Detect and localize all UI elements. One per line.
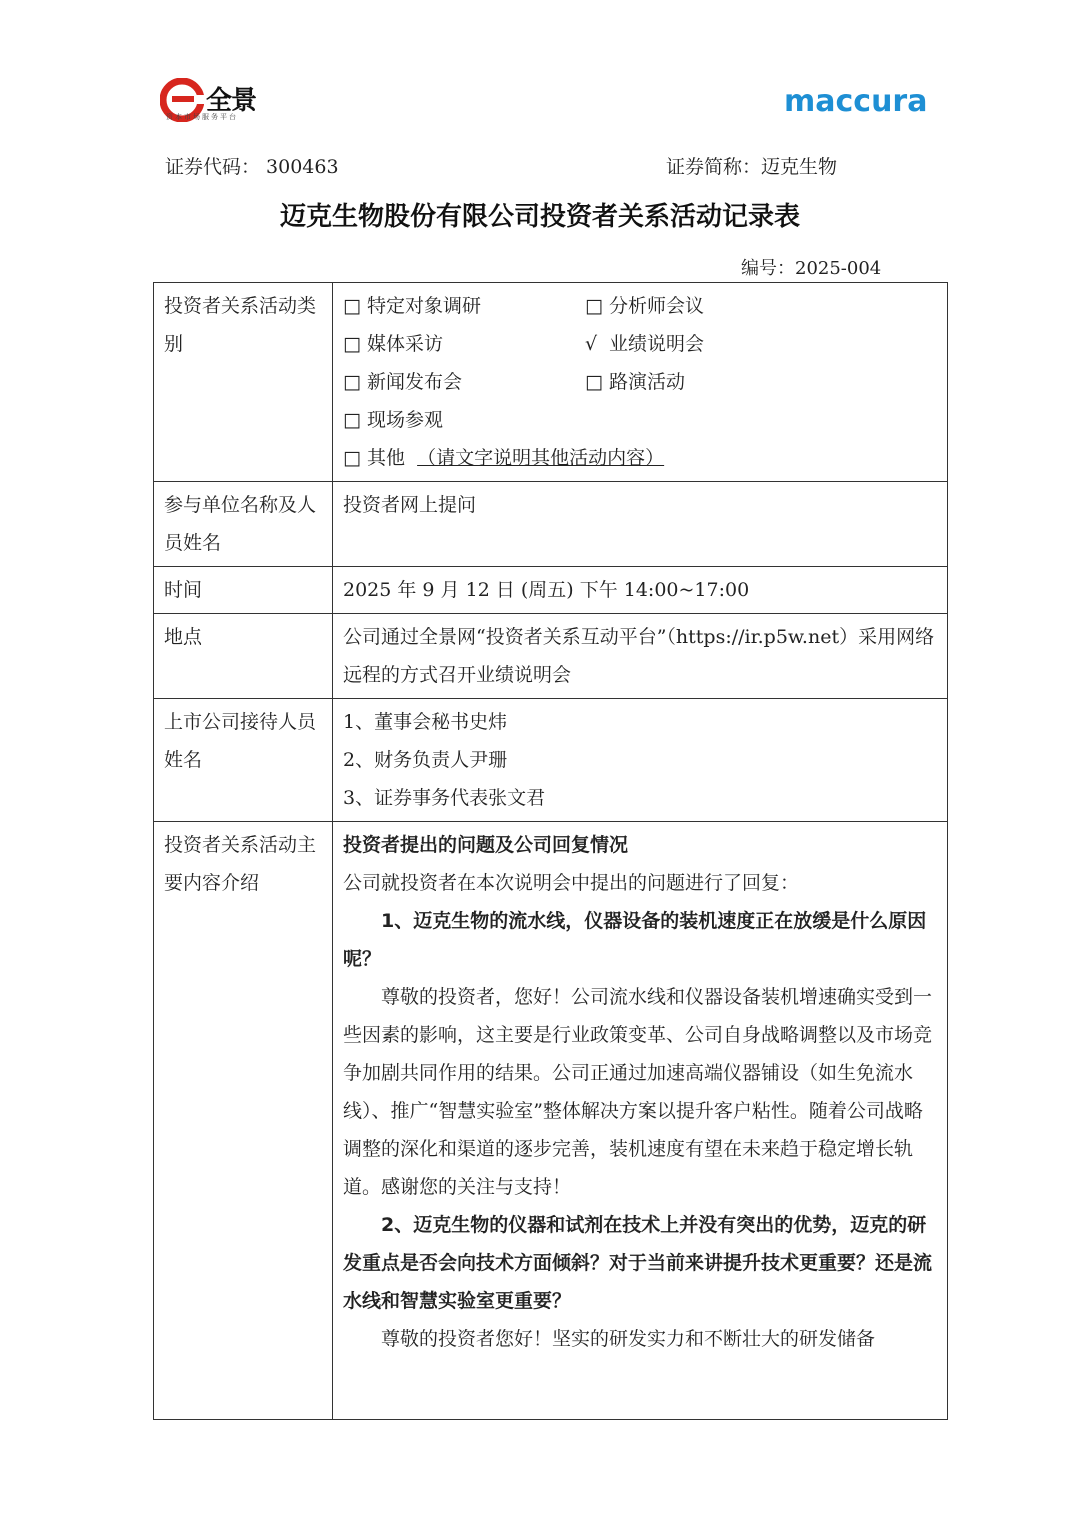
row-location xyxy=(154,614,948,699)
row-main-content xyxy=(154,822,948,1420)
document-number: 编号：2025-004 xyxy=(741,258,882,279)
maccura-logo: maccura xyxy=(784,84,928,119)
checkbox-mark: □ xyxy=(343,333,361,355)
other-note: （请文字说明其他活动内容） xyxy=(417,447,665,469)
question-1: 1、迈克生物的流水线，仪器设备的装机速度正在放缓是什么原因呢？ xyxy=(343,910,927,970)
option-roadshow xyxy=(585,363,885,401)
checkmark: √ xyxy=(585,333,598,355)
option-press-conference xyxy=(343,363,585,401)
option-other xyxy=(343,439,885,477)
option-label: 业绩说明会 xyxy=(609,333,705,355)
checkbox-mark: □ xyxy=(585,295,603,317)
label-location: 地点 xyxy=(154,614,333,699)
option-analyst-meeting xyxy=(585,287,885,325)
label-main-content: 投资者关系活动主要内容介绍 xyxy=(154,822,333,1420)
label-activity-type: 投资者关系活动类别 xyxy=(154,283,333,482)
option-label: 新闻发布会 xyxy=(367,371,463,393)
answer-1: 尊敬的投资者，您好！公司流水线和仪器设备装机增速确实受到一些因素的影响，这主要是行业政策变革、公司自身战略调整以及市场竞争加剧共同作用的结果。公司正通过加速高端仪器铺设（如生免流水线）、推广“智慧实验室”整体解决方案以提升客户粘性。随着公司战略调整的深化和渠道的逐步完善，装机速度有望在未来趋于稳定增长轨道。感谢您的关注与支持！ xyxy=(343,986,933,1198)
main-content xyxy=(333,822,948,1420)
activity-type-options xyxy=(333,283,948,482)
option-specific-research xyxy=(343,287,585,325)
label-time: 时间 xyxy=(154,567,333,614)
row-time xyxy=(154,567,948,614)
time-value: 2025 年 9 月 12 日 (周五) 下午 14:00~17:00 xyxy=(333,567,948,614)
section-heading: 投资者提出的问题及公司回复情况 xyxy=(343,834,629,856)
question-2: 2、迈克生物的仪器和试剂在技术上并没有突出的优势，迈克的研发重点是否会向技术方面倾斜？对于当前来讲提升技术更重要？还是流水线和智慧实验室更重要？ xyxy=(343,1214,933,1312)
checkbox-mark: □ xyxy=(343,447,361,469)
receptionists-list xyxy=(333,699,948,822)
row-receptionists xyxy=(154,699,948,822)
option-earnings-briefing xyxy=(585,325,885,363)
label-participants: 参与单位名称及人员姓名 xyxy=(154,482,333,567)
p5w-logo xyxy=(160,78,280,126)
stock-code: 证券代码： 300463 xyxy=(165,156,339,178)
option-label: 特定对象调研 xyxy=(367,295,482,317)
checkbox-mark: □ xyxy=(343,295,361,317)
option-site-visit xyxy=(343,401,585,439)
intro-paragraph: 公司就投资者在本次说明会中提出的问题进行了回复： xyxy=(343,872,800,894)
answer-2: 尊敬的投资者您好！坚实的研发实力和不断壮大的研发储备 xyxy=(381,1328,876,1350)
option-label: 路演活动 xyxy=(609,371,686,393)
row-activity-type xyxy=(154,283,948,482)
participants-value: 投资者网上提问 xyxy=(333,482,948,567)
checkbox-mark: □ xyxy=(585,371,603,393)
record-table xyxy=(153,282,948,1420)
row-participants xyxy=(154,482,948,567)
option-label: 其他 xyxy=(367,447,406,469)
label-receptionists: 上市公司接待人员姓名 xyxy=(154,699,333,822)
checkbox-mark: □ xyxy=(343,409,361,431)
list-item: 3、证券事务代表张文君 xyxy=(343,787,546,809)
option-label: 媒体采访 xyxy=(367,333,444,355)
checkbox-mark: □ xyxy=(343,371,361,393)
p5w-tagline: 资本市场服务平台 xyxy=(166,113,238,121)
option-label: 分析师会议 xyxy=(609,295,705,317)
list-item: 2、财务负责人尹珊 xyxy=(343,749,508,771)
option-label: 现场参观 xyxy=(367,409,444,431)
option-media-interview xyxy=(343,325,585,363)
list-item: 1、董事会秘书史炜 xyxy=(343,711,508,733)
document-title: 迈克生物股份有限公司投资者关系活动记录表 xyxy=(279,202,800,232)
location-value: 公司通过全景网“投资者关系互动平台”（https://ir.p5w.net）采用网络远程的方式召开业绩说明会 xyxy=(333,614,948,699)
p5w-brand-text: 全景 xyxy=(206,86,257,116)
stock-short-name: 证券简称：迈克生物 xyxy=(666,156,838,178)
